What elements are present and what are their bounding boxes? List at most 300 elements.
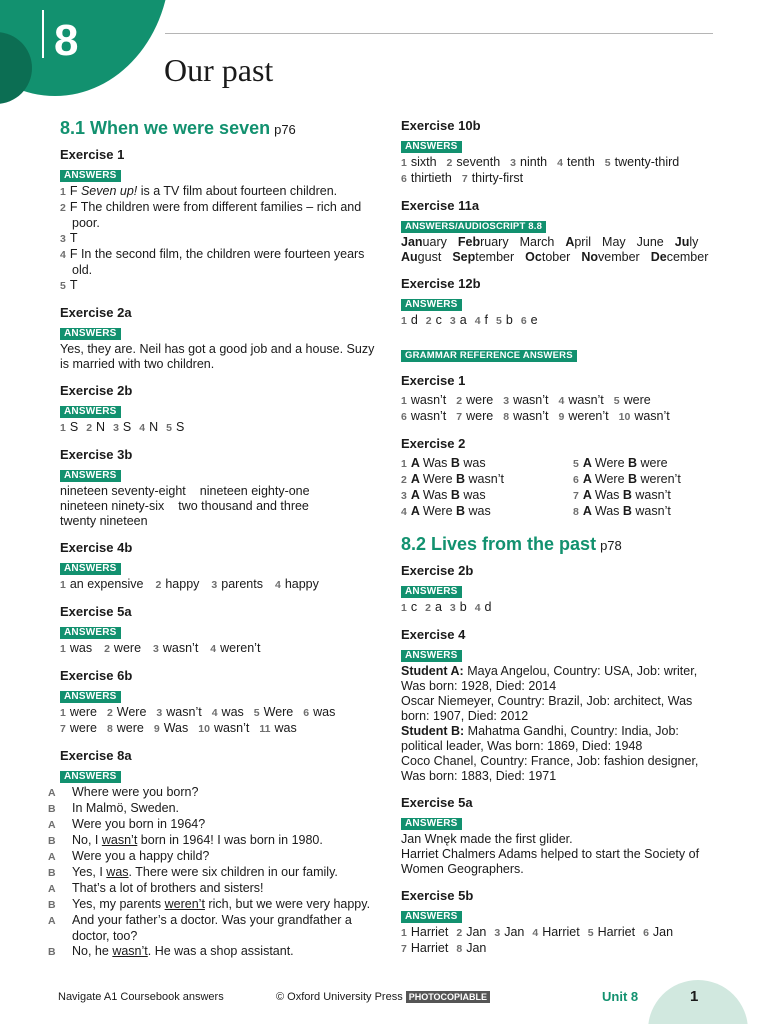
page-title: Our past: [164, 52, 274, 88]
month-word: [458, 235, 509, 250]
item-number: 6: [573, 474, 579, 486]
month-word: [401, 235, 447, 250]
answer-item: [401, 155, 437, 171]
syllable: March: [519, 235, 555, 249]
unit-divider-bar: [42, 10, 44, 58]
answer-item: [401, 313, 418, 329]
answers-tag: ANSWERS: [401, 586, 462, 598]
item-text: a: [434, 600, 442, 614]
exercise-title: Exercise 1: [401, 373, 466, 388]
item-text: was: [274, 721, 297, 735]
item-number: 3: [449, 602, 456, 614]
dialogue-line: [48, 897, 378, 913]
item-text: d: [484, 600, 492, 614]
answer-line: [60, 200, 378, 231]
item-number: 4: [211, 707, 218, 719]
answer-item: [401, 941, 448, 957]
item-text: wasn’t: [513, 409, 549, 423]
exercise-8a: [48, 748, 378, 960]
answers-tag: ANSWERS: [60, 328, 121, 340]
item-number: 5: [573, 458, 579, 470]
item-number: 4: [60, 249, 66, 261]
answer-item: [86, 420, 105, 436]
footer-copyright: © Oxford University Press PHOTOCOPIABLE: [276, 991, 490, 1003]
answer-line: [60, 247, 378, 278]
answer-a: Was: [594, 488, 623, 502]
item-number: 2: [446, 157, 453, 169]
item-number: 1: [401, 602, 407, 614]
dialogue-line: [48, 849, 378, 865]
dialogue-list: [48, 785, 378, 960]
answer-row: [60, 420, 378, 436]
answer-item: [619, 409, 670, 425]
dialogue-text: Yes, my parents: [72, 897, 165, 911]
item-text: sixth: [410, 155, 437, 169]
item-text: F The children were from different families – rich and poor.: [69, 200, 362, 230]
exercise-title: Exercise 5a: [401, 795, 473, 810]
item-number: 6: [520, 315, 527, 327]
item-number: 3: [113, 422, 119, 434]
answer-line: [60, 184, 378, 200]
item-number: 9: [558, 411, 565, 423]
answer-a: Was: [594, 504, 623, 518]
exercise-3b: [60, 447, 378, 529]
dialogue-text: Where were you born?: [72, 785, 199, 799]
answer-line: twenty nineteen: [60, 514, 148, 528]
item-number: 1: [60, 186, 66, 198]
answer-cell: [401, 504, 573, 520]
item-number: 1: [401, 315, 407, 327]
item-number: 4: [558, 395, 565, 407]
item-text: wasn’t: [410, 409, 447, 423]
item-number: 1: [401, 927, 407, 939]
item-number: 1: [60, 579, 66, 591]
dialogue-line: [48, 944, 378, 960]
item-text: S: [175, 420, 185, 434]
answer-item: [153, 641, 198, 657]
stressed-syllable: A: [565, 235, 575, 249]
left-column: [48, 118, 378, 971]
label-b: B: [450, 456, 464, 470]
answer-a: Was: [422, 456, 451, 470]
answer-text: Harriet Chalmers Adams helped to start the Society of Women Geographers.: [401, 847, 700, 876]
item-text: wasn’t: [213, 721, 250, 735]
item-number: 1: [401, 458, 407, 470]
item-text: T: [69, 278, 78, 292]
answers-tag: ANSWERS: [60, 170, 121, 182]
grammar-reference-tag: GRAMMAR REFERENCE ANSWERS: [401, 350, 577, 362]
answer-cell: [573, 456, 723, 472]
answer-row: [401, 393, 721, 409]
item-text: d: [410, 313, 418, 327]
underlined-answer: weren’t: [164, 897, 205, 911]
item-text: S: [122, 420, 132, 434]
answer-row: [60, 641, 378, 657]
item-text: was: [69, 641, 93, 655]
item-text: weren’t: [220, 641, 261, 655]
answer-line: [60, 278, 378, 294]
item-text: wasn’t: [166, 705, 202, 719]
stressed-syllable: Sep: [452, 250, 476, 264]
item-number: 4: [139, 422, 146, 434]
item-number: 4: [274, 579, 281, 591]
item-number: 2: [456, 927, 463, 939]
answer-item: [107, 705, 146, 721]
answers-tag: ANSWERS: [401, 911, 462, 923]
stressed-syllable: Ju: [674, 235, 690, 249]
underlined-answer: wasn’t: [101, 833, 138, 847]
answer-item: [521, 313, 538, 329]
answer-row: [60, 721, 378, 737]
exercise-title: Exercise 4b: [60, 540, 133, 555]
answer-paragraph: Student A: Maya Angelou, Country: USA, Job: writer, Was born: 1928, Died: 2014: [401, 664, 698, 693]
item-number: 3: [401, 490, 407, 502]
answer-item: [559, 393, 604, 409]
dialogue-text: No, I: [72, 833, 102, 847]
section-title-8-2: 8.2 Lives from the past p78: [401, 534, 622, 554]
answer-row: [401, 941, 721, 957]
grammar-reference: [401, 347, 721, 364]
stressed-syllable: Au: [401, 250, 418, 264]
answer-text: Jan Wnęk made the first glider.: [401, 832, 573, 846]
answer-item: [462, 171, 523, 187]
item-text: F In the second film, the children were fourteen years old.: [69, 247, 365, 277]
exercise-title: Exercise 2b: [401, 563, 474, 578]
item-number: 8: [456, 943, 463, 955]
label-a: A: [582, 504, 595, 518]
answer-b: was: [468, 504, 491, 518]
section-title-8-1: 8.1 When we were seven p76: [60, 118, 296, 138]
dialogue-line: [48, 833, 378, 849]
item-text: happy: [284, 577, 319, 591]
item-number: 10: [198, 723, 210, 735]
item-number: 7: [461, 173, 468, 185]
answer-line: [60, 231, 378, 247]
dialogue-text: . There were six children in our family.: [128, 865, 338, 879]
item-text: Were: [263, 705, 294, 719]
item-text: T: [69, 231, 78, 245]
item-text: f: [484, 313, 489, 327]
item-text: e: [530, 313, 538, 327]
month-word: [452, 250, 514, 265]
syllable: ruary: [480, 235, 509, 249]
answer-item: [156, 705, 201, 721]
month-word: [565, 235, 591, 250]
answer-item: [532, 925, 579, 941]
item-number: 2: [425, 602, 431, 614]
syllable: June: [636, 235, 664, 249]
exercise-5b-lives: [401, 888, 721, 957]
item-number: 11: [259, 723, 271, 735]
answer-text: Yes, they are. Neil has got a good job and a house. Suzy is married with two children.: [60, 342, 375, 371]
exercise-title: Exercise 2b: [60, 383, 133, 398]
label-a: A: [582, 488, 595, 502]
syllable: uary: [422, 235, 447, 249]
item-number: 4: [401, 506, 407, 518]
item-text: Harriet: [410, 925, 449, 939]
stressed-syllable: No: [581, 250, 599, 264]
answer-line: nineteen ninety-six two thousand and three: [60, 499, 309, 513]
item-number: 7: [456, 411, 463, 423]
answer-a: Were: [422, 472, 457, 486]
item-number: 4: [557, 157, 563, 169]
answer-item: [447, 155, 501, 171]
stressed-syllable: Jan: [401, 235, 423, 249]
exercise-1: [60, 147, 378, 294]
label-b: B: [622, 504, 636, 518]
item-text: a: [459, 313, 467, 327]
item-number: 3: [153, 643, 159, 655]
syllable: May: [602, 235, 626, 249]
label-b: B: [628, 472, 641, 486]
exercise-5a-lives: [401, 795, 721, 877]
exercise-2b-lives: [401, 563, 721, 616]
item-number: 5: [60, 280, 66, 292]
label-a: A: [410, 472, 423, 486]
item-title-italic: Seven up!: [80, 184, 138, 198]
months-row: [401, 250, 721, 265]
exercise-12b: [401, 276, 721, 329]
item-number: 5: [496, 315, 502, 327]
answer-item: [275, 577, 319, 593]
answer-item: [60, 577, 144, 593]
answer-item: [60, 641, 92, 657]
answer-cell: [401, 456, 573, 472]
answer-paragraph: Student B: Mahatma Gandhi, Country: India, Job: political leader, Was born: 1869, Died: 1948: [401, 724, 679, 753]
label-a: A: [410, 504, 423, 518]
item-text: Were: [116, 705, 147, 719]
answer-item: [107, 721, 144, 737]
answers-tag: ANSWERS: [401, 818, 462, 830]
answer-paragraph: Oscar Niemeyer, Country: Brazil, Job: architect, Was born: 1907, Died: 2012: [401, 694, 693, 723]
grammar-exercise-2: [401, 436, 721, 520]
item-text: were: [623, 393, 651, 407]
item-text: wasn’t: [568, 393, 604, 407]
speaker-label: A: [48, 851, 56, 863]
item-number: 7: [573, 490, 579, 502]
month-word: [651, 250, 709, 265]
exercise-10b: [401, 118, 721, 187]
answer-row: [401, 155, 721, 171]
answer-item: [475, 600, 492, 616]
item-text: wasn’t: [513, 393, 549, 407]
item-text: thirty-first: [471, 171, 524, 185]
answer-row: [401, 925, 721, 941]
answer-item: [510, 155, 547, 171]
answer-b: were: [640, 456, 668, 470]
dialogue-text: Were you born in 1964?: [72, 817, 206, 831]
exercise-title: Exercise 2a: [60, 305, 132, 320]
item-text: were: [466, 409, 494, 423]
answer-item: [557, 155, 595, 171]
footer-unit-label: Unit 8: [602, 989, 639, 1004]
answer-b: wasn’t: [635, 488, 671, 502]
right-column: [401, 118, 721, 968]
item-number: 5: [166, 422, 172, 434]
label-b: B: [622, 488, 636, 502]
syllable: gust: [417, 250, 442, 264]
answer-item: [60, 705, 97, 721]
answers-tag: ANSWERS: [60, 563, 121, 575]
item-number: 3: [156, 707, 163, 719]
dialogue-line: [48, 785, 378, 801]
item-number: 2: [106, 707, 113, 719]
label-b: B: [628, 456, 641, 470]
answer-item: [450, 313, 467, 329]
exercise-title: Exercise 4: [401, 627, 466, 642]
exercise-4b: [60, 540, 378, 593]
item-text: thirtieth: [410, 171, 452, 185]
answer-item: [401, 600, 417, 616]
answer-item: [139, 420, 158, 436]
answer-item: [303, 705, 335, 721]
item-number: 3: [449, 315, 456, 327]
item-text: b: [505, 313, 513, 327]
answer-item: [426, 313, 442, 329]
answer-item: [211, 577, 263, 593]
answer-b: weren’t: [640, 472, 681, 486]
item-number: 2: [155, 579, 162, 591]
item-text: were: [116, 721, 144, 735]
answer-item: [198, 721, 249, 737]
stressed-syllable: De: [650, 250, 667, 264]
item-text: c: [435, 313, 442, 327]
answer-item: [503, 393, 548, 409]
item-number: 5: [613, 395, 620, 407]
syllable: cember: [666, 250, 709, 264]
item-number: 1: [60, 422, 66, 434]
answer-item: [254, 705, 293, 721]
item-text: c: [410, 600, 418, 614]
item-number: 1: [60, 643, 66, 655]
answer-row: [401, 600, 721, 616]
dialogue-text: That’s a lot of brothers and sisters!: [72, 881, 264, 895]
answer-paragraph: Coco Chanel, Country: France, Job: fashion designer, Was born: 1883, Died: 1971: [401, 754, 699, 783]
month-word: [637, 235, 664, 250]
label-b: B: [456, 504, 469, 518]
answer-item: [559, 409, 609, 425]
exercise-title: Exercise 6b: [60, 668, 133, 683]
answer-item: [475, 313, 488, 329]
answer-row: [401, 409, 721, 425]
answer-item: [259, 721, 296, 737]
answer-item: [104, 641, 141, 657]
month-word: [675, 235, 699, 250]
answer-item: [494, 925, 524, 941]
answers-tag: ANSWERS: [401, 650, 462, 662]
answer-item: [496, 313, 513, 329]
answer-b: wasn’t: [468, 472, 504, 486]
answer-item: [60, 420, 78, 436]
item-number: 3: [494, 927, 501, 939]
item-text: was: [221, 705, 244, 719]
exercise-2a: [60, 305, 378, 372]
answer-row: [401, 313, 721, 329]
item-text: Jan: [466, 941, 487, 955]
answer-grid: [401, 456, 721, 520]
item-text: b: [459, 600, 467, 614]
stressed-syllable: Feb: [457, 235, 481, 249]
dialogue-text: rich, but we were very happy.: [204, 897, 371, 911]
photocopiable-badge: PHOTOCOPIABLE: [406, 991, 490, 1003]
label-b: B: [456, 472, 469, 486]
item-text: tenth: [566, 155, 595, 169]
label-a: A: [582, 472, 595, 486]
exercise-6b: [60, 668, 378, 737]
item-text: were: [113, 641, 142, 655]
answer-a: Were: [422, 504, 457, 518]
answer-b: wasn’t: [635, 504, 671, 518]
exercise-title: Exercise 5a: [60, 604, 132, 619]
answers-tag: ANSWERS: [60, 627, 121, 639]
grammar-exercise-1: [401, 373, 721, 425]
answers-tag: ANSWERS: [60, 406, 121, 418]
label-a: A: [582, 456, 595, 470]
month-word: [520, 235, 555, 250]
item-number: 2: [104, 643, 110, 655]
unit-number: 8: [54, 16, 79, 65]
item-number: 4: [474, 602, 481, 614]
answer-cell: [401, 488, 573, 504]
item-number: 10: [618, 411, 631, 423]
item-number: 2: [425, 315, 432, 327]
speaker-label: A: [48, 819, 56, 831]
item-number: 6: [401, 173, 407, 185]
item-text: Harriet: [597, 925, 636, 939]
item-text: parents: [221, 577, 263, 591]
answer-a: Were: [594, 472, 629, 486]
item-number: 1: [401, 395, 407, 407]
answer-item: [456, 393, 493, 409]
month-word: [401, 250, 441, 265]
item-number: 5: [604, 157, 611, 169]
exercise-title: Exercise 5b: [401, 888, 474, 903]
dialogue-text: born in 1964! I was born in 1980.: [137, 833, 323, 847]
dialogue-text: Yes, I: [72, 865, 107, 879]
exercise-title: Exercise 2: [401, 436, 466, 451]
item-number: 5: [587, 927, 594, 939]
answer-item: [605, 155, 679, 171]
item-text: S: [69, 420, 79, 434]
speaker-label: B: [48, 946, 56, 958]
item-text: twenty-third: [614, 155, 680, 169]
answers-tag: ANSWERS: [401, 141, 462, 153]
answers-tag: ANSWERS: [60, 691, 121, 703]
item-text: seventh: [456, 155, 501, 169]
answer-a: Was: [422, 488, 451, 502]
item-number: 2: [456, 395, 463, 407]
answer-b: was: [463, 456, 486, 470]
month-word: [581, 250, 639, 265]
speaker-label: B: [48, 867, 56, 879]
item-text: Harriet: [542, 925, 580, 939]
dialogue-line: [48, 913, 378, 944]
item-number: 5: [253, 707, 260, 719]
speaker-label: B: [48, 899, 56, 911]
exercise-title: Exercise 10b: [401, 118, 481, 133]
item-number: 4: [474, 315, 481, 327]
dialogue-text: No, he: [72, 944, 113, 958]
answer-item: [643, 925, 673, 941]
answer-cell: [573, 488, 723, 504]
item-number: 4: [210, 643, 217, 655]
item-text: ninth: [520, 155, 548, 169]
item-number: 2: [401, 474, 407, 486]
item-text: were: [466, 393, 494, 407]
item-number: 7: [401, 943, 407, 955]
answer-item: [154, 721, 188, 737]
exercise-title: Exercise 1: [60, 147, 125, 162]
